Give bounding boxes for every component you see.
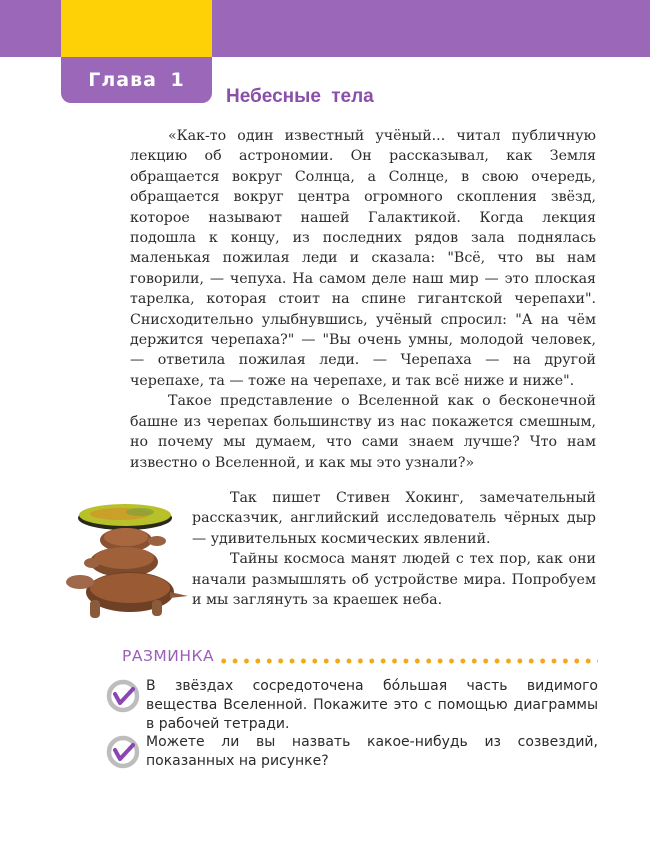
chapter-label: Глава 1 (88, 69, 185, 91)
paragraph: Такое представление о Вселенной как о бесконечной башне из черепах большинству из нас покажется смешным, но почему мы думаем, что сами знаем лучше? Что нам известно о Вселенной, и как мы это узнали?» (130, 393, 596, 471)
turtle-tower-icon (60, 500, 190, 625)
main-text (130, 126, 596, 473)
header-accent-block (61, 0, 212, 57)
paragraph: Так пишет Стивен Хокинг, замечательный рассказчик, английский исследователь чёрных дыр — удивительных космических явлений. (192, 490, 596, 547)
task-item (106, 677, 598, 734)
paragraph: Тайны космоса манят людей с тех пор, как они начали размышлять об устройстве мира. Попробуем и мы заглянуть за краешек неба. (192, 551, 596, 609)
paragraph: «Как-то один известный учёный... читал публичную лекцию об астрономии. Он рассказывал, как Земля обращается вокруг Солнца, а Солнце, в свою очередь, обращается вокруг центра огромного скопления звёзд, которое называют нашей Галактикой. Когда лекция подошла к концу, из последних рядов зала поднялась маленькая пожилая леди и сказала: "Всё, что вы нам говорили, — чепуха. На самом деле наш мир — это плоская тарелка, которая стоит на спине гигантской черепахи". Снисходительно улыбнувшись, учёный спросил: "А на чём держится черепаха?" — "Вы очень умны, молодой человек, — ответила пожилая леди. — Черепаха — на другой черепахе, та — тоже на черепахе, и так всё ниже и ниже". (130, 128, 596, 389)
task-text: Можете ли вы назвать какое-нибудь из созвездий, показанных на рисунке? (146, 734, 598, 769)
task-item (106, 733, 598, 771)
side-text (192, 488, 596, 610)
chapter-tab (61, 57, 212, 103)
chapter-title: Небесные тела (226, 86, 374, 107)
check-icon (106, 735, 140, 769)
warmup-heading: РАЗМИНКА (122, 647, 215, 665)
dotted-divider (218, 658, 598, 664)
task-text: В звёздах сосредоточена бóльшая часть видимого вещества Вселенной. Покажите это с помощью диаграммы в рабочей тетради. (146, 678, 598, 732)
check-icon (106, 679, 140, 713)
